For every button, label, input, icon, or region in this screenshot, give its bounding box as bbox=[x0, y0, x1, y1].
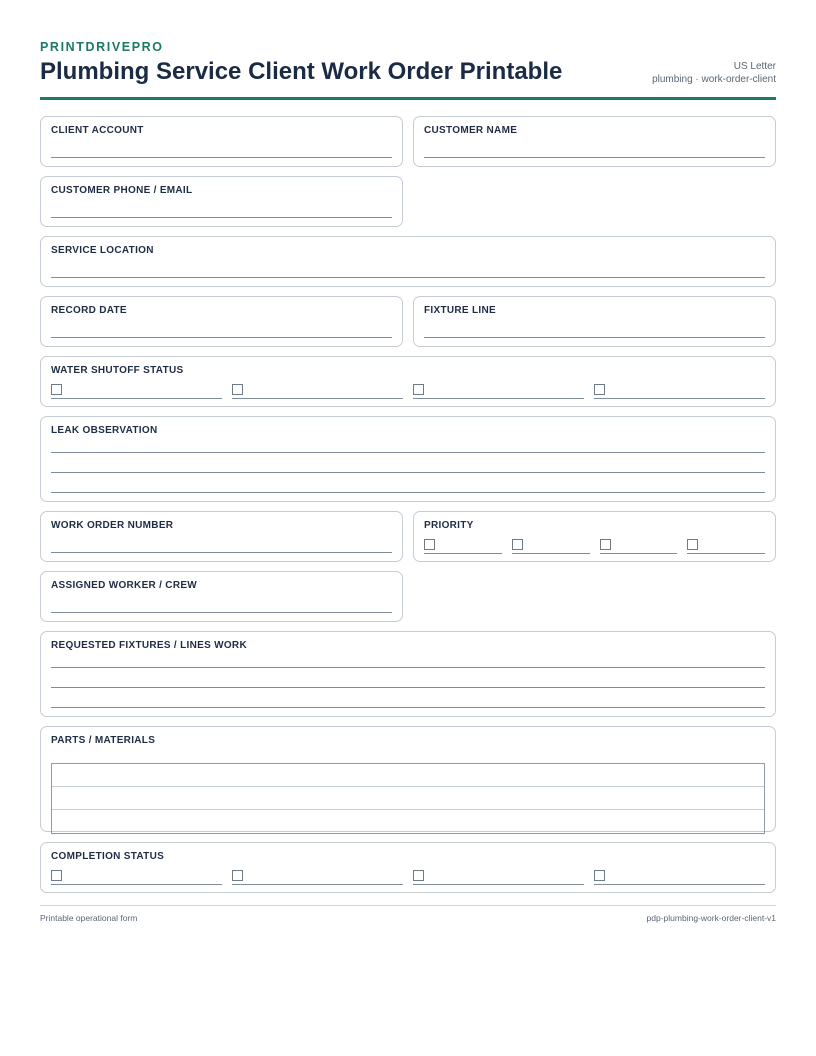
water-shutoff-status-field bbox=[40, 356, 776, 407]
priority-field bbox=[413, 511, 776, 562]
footer-note: Printable operational form bbox=[40, 913, 138, 923]
work-order-number-field bbox=[40, 511, 403, 562]
table-row[interactable] bbox=[52, 810, 764, 833]
client-account-field bbox=[40, 116, 403, 167]
priority-option[interactable] bbox=[687, 539, 765, 554]
checkbox[interactable] bbox=[687, 539, 698, 550]
leak-observation-line[interactable] bbox=[51, 472, 765, 473]
client-account-label: CLIENT ACCOUNT bbox=[51, 125, 144, 136]
footer-rule bbox=[40, 905, 776, 906]
table-row[interactable] bbox=[52, 764, 764, 787]
water-shutoff-option[interactable] bbox=[232, 384, 403, 399]
leak-observation-line[interactable] bbox=[51, 452, 765, 453]
checkbox[interactable] bbox=[512, 539, 523, 550]
parts-materials-label: PARTS / MATERIALS bbox=[51, 735, 156, 746]
priority-option[interactable] bbox=[424, 539, 502, 554]
parts-materials-field bbox=[40, 726, 776, 832]
water-shutoff-option[interactable] bbox=[413, 384, 584, 399]
page-meta bbox=[652, 60, 776, 86]
priority-option[interactable] bbox=[512, 539, 590, 554]
header-rule bbox=[40, 97, 776, 100]
record-date-input[interactable] bbox=[51, 337, 392, 338]
completion-status-field bbox=[40, 842, 776, 893]
fixture-line-input[interactable] bbox=[424, 337, 765, 338]
checkbox[interactable] bbox=[232, 384, 243, 395]
customer-contact-field bbox=[40, 176, 403, 227]
customer-name-label: CUSTOMER NAME bbox=[424, 125, 518, 136]
checkbox[interactable] bbox=[51, 870, 62, 881]
completion-status-option[interactable] bbox=[232, 870, 403, 885]
leak-observation-field bbox=[40, 416, 776, 502]
table-row[interactable] bbox=[52, 787, 764, 810]
checkbox[interactable] bbox=[600, 539, 611, 550]
checkbox[interactable] bbox=[51, 384, 62, 395]
work-order-number-input[interactable] bbox=[51, 552, 392, 553]
checkbox[interactable] bbox=[594, 384, 605, 395]
work-order-number-label: WORK ORDER NUMBER bbox=[51, 520, 174, 531]
requested-work-line[interactable] bbox=[51, 707, 765, 708]
record-date-label: RECORD DATE bbox=[51, 305, 127, 316]
completion-status-options bbox=[51, 870, 765, 885]
service-location-label: SERVICE LOCATION bbox=[51, 245, 154, 256]
customer-name-field bbox=[413, 116, 776, 167]
checkbox[interactable] bbox=[424, 539, 435, 550]
customer-contact-label: CUSTOMER PHONE / EMAIL bbox=[51, 185, 193, 196]
water-shutoff-options bbox=[51, 384, 765, 399]
completion-status-label: COMPLETION STATUS bbox=[51, 851, 165, 862]
parts-materials-table bbox=[51, 763, 765, 834]
checkbox[interactable] bbox=[232, 870, 243, 881]
water-shutoff-option[interactable] bbox=[51, 384, 222, 399]
checkbox[interactable] bbox=[413, 384, 424, 395]
leak-observation-label: LEAK OBSERVATION bbox=[51, 425, 158, 436]
requested-work-label: REQUESTED FIXTURES / LINES WORK bbox=[51, 640, 247, 651]
requested-work-line[interactable] bbox=[51, 667, 765, 668]
assigned-worker-label: ASSIGNED WORKER / CREW bbox=[51, 580, 198, 591]
completion-status-option[interactable] bbox=[594, 870, 765, 885]
leak-observation-line[interactable] bbox=[51, 492, 765, 493]
assigned-worker-input[interactable] bbox=[51, 612, 392, 613]
brand-name: PRINTDRIVEPRO bbox=[40, 40, 164, 54]
assigned-worker-field bbox=[40, 571, 403, 622]
water-shutoff-status-label: WATER SHUTOFF STATUS bbox=[51, 365, 184, 376]
completion-status-option[interactable] bbox=[51, 870, 222, 885]
checkbox[interactable] bbox=[594, 870, 605, 881]
customer-name-input[interactable] bbox=[424, 157, 765, 158]
checkbox[interactable] bbox=[413, 870, 424, 881]
customer-contact-input[interactable] bbox=[51, 217, 392, 218]
priority-label: PRIORITY bbox=[424, 520, 474, 531]
client-account-input[interactable] bbox=[51, 157, 392, 158]
fixture-line-label: FIXTURE LINE bbox=[424, 305, 496, 316]
priority-option[interactable] bbox=[600, 539, 678, 554]
service-location-field bbox=[40, 236, 776, 287]
priority-options bbox=[424, 539, 765, 554]
fixture-line-field bbox=[413, 296, 776, 347]
service-location-input[interactable] bbox=[51, 277, 765, 278]
form-code: pdp-plumbing-work-order-client-v1 bbox=[646, 913, 776, 923]
page-title: Plumbing Service Client Work Order Printable bbox=[40, 58, 563, 85]
form-tags: plumbing · work-order-client bbox=[652, 74, 776, 85]
record-date-field bbox=[40, 296, 403, 347]
water-shutoff-option[interactable] bbox=[594, 384, 765, 399]
completion-status-option[interactable] bbox=[413, 870, 584, 885]
requested-work-line[interactable] bbox=[51, 687, 765, 688]
paper-size: US Letter bbox=[733, 61, 776, 72]
requested-work-field bbox=[40, 631, 776, 717]
